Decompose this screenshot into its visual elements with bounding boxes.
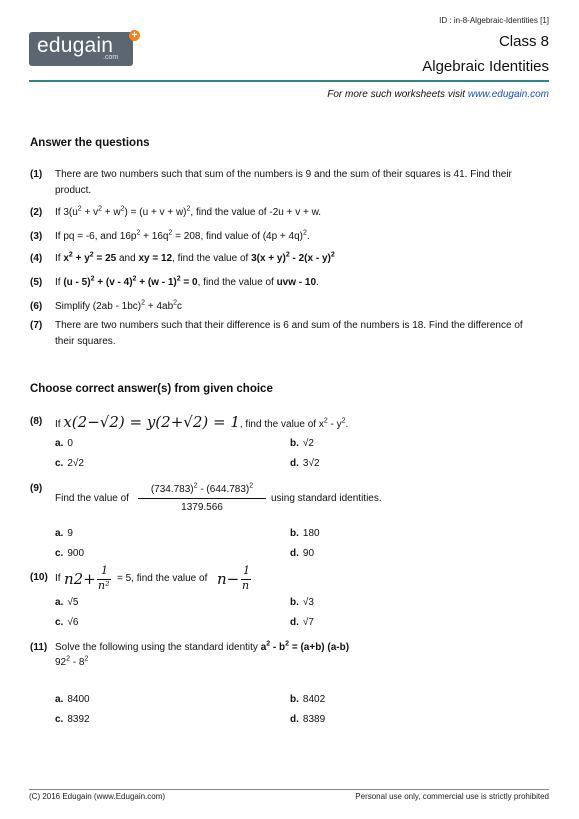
plus-icon: + <box>129 30 140 41</box>
question-number: (11) <box>30 642 48 653</box>
option-value: 8389 <box>302 714 326 725</box>
option-d[interactable] <box>290 714 325 725</box>
question-text: Find the value of <box>55 493 129 504</box>
option-label: a. <box>55 528 64 539</box>
question-1 <box>30 167 530 199</box>
fraction-denominator: n <box>242 579 250 592</box>
question-number: (3) <box>30 231 43 242</box>
option-value: √6 <box>67 617 79 628</box>
option-label: d. <box>290 714 299 725</box>
fraction-numerator: $(734.783)^2 - (644.783)^2$ <box>150 482 254 495</box>
option-d[interactable] <box>290 617 314 628</box>
question-7 <box>30 318 530 350</box>
option-label: c. <box>55 714 64 725</box>
option-a[interactable] <box>55 438 73 449</box>
section-heading-answer: Answer the questions <box>30 137 150 149</box>
usage-note: Personal use only, commercial use is strictly prohibited <box>355 792 549 801</box>
question-text-mid: = 5, find the value of <box>117 573 208 584</box>
more-worksheets-note <box>327 89 549 100</box>
expression-n2-plus-1-over-n2 <box>64 564 117 593</box>
option-value: 8392 <box>67 714 90 725</box>
fraction-denominator: 1379.566 <box>181 502 223 513</box>
option-c[interactable] <box>55 714 90 725</box>
fraction-denominator: n² <box>98 579 110 592</box>
edugain-logo[interactable] <box>29 32 133 66</box>
question-text: If <box>55 573 61 584</box>
option-value: √7 <box>302 617 314 628</box>
equation-formula: x(2−√2) = y(2+√2) = 1 <box>63 413 240 431</box>
option-label: b. <box>290 597 299 608</box>
class-title: Class 8 <box>498 33 549 50</box>
question-number: (10) <box>30 572 48 583</box>
option-label: b. <box>290 438 299 449</box>
question-text: Solve the following using the standard identity $a^2 - b^2 = (a+b)$ (a-b) <box>55 640 350 653</box>
option-value: √5 <box>67 597 79 608</box>
question-text: There are two numbers such that sum of the numbers is 9 and the sum of their squares is 41. Find their product. <box>55 169 512 196</box>
option-value: 9 <box>67 528 73 539</box>
question-number: (1) <box>30 169 43 180</box>
option-label: d. <box>290 548 299 559</box>
expression-n-minus-1-over-n <box>217 564 255 593</box>
question-text: If $3(u^2 + v^2 + w^2) = (u + v + w)^2$, find the value of -2u + v + w. <box>55 205 322 218</box>
option-value: 180 <box>302 528 320 539</box>
option-value: 900 <box>67 548 85 559</box>
option-value: 8400 <box>67 694 90 705</box>
question-tail: , find the value of $x^2 - y^2$. <box>239 417 349 430</box>
expression-n: n− <box>217 570 240 588</box>
option-label: b. <box>290 528 299 539</box>
worksheet-id: ID : in-8-Algebraic-Identities [1] <box>439 16 549 25</box>
option-c[interactable] <box>55 548 84 559</box>
option-label: a. <box>55 694 64 705</box>
question-text: There are two numbers such that their difference is 6 and sum of the numbers is 18. Find the difference of their squares. <box>55 320 523 347</box>
fraction-bar <box>138 498 266 499</box>
footer-divider <box>29 789 549 790</box>
option-value: 2√2 <box>67 458 84 469</box>
option-label: d. <box>290 617 299 628</box>
question-text: If pq = -6, and $16p^2 + 16q^2 = 208$, find value of $(4p + 4q)^2$. <box>55 229 310 242</box>
option-b[interactable] <box>290 528 320 539</box>
question-number: (8) <box>30 416 43 427</box>
section-heading-choices: Choose correct answer(s) from given choice <box>30 383 273 395</box>
question-text: Simplify $(2ab - 1bc)^2 + 4ab^2c$ <box>55 299 183 312</box>
option-d[interactable] <box>290 548 314 559</box>
option-c[interactable] <box>55 458 84 469</box>
option-value: 0 <box>67 438 73 449</box>
option-b[interactable] <box>290 597 314 608</box>
option-label: c. <box>55 617 64 628</box>
expression: $92^2 - 8^2$ <box>55 655 89 668</box>
option-label: c. <box>55 458 64 469</box>
fraction-numerator: 1 <box>243 564 250 577</box>
expression-n-squared: n2+ <box>64 570 96 588</box>
option-label: a. <box>55 438 64 449</box>
question-text-tail: using standard identities. <box>271 493 382 504</box>
question-number: (6) <box>30 301 43 312</box>
option-value: 3√2 <box>302 458 320 469</box>
question-number: (4) <box>30 253 43 264</box>
option-value: 8402 <box>302 694 326 705</box>
question-text: If $x^2 + y^2 = 25$ and xy = 12, find the value of $3(x + y)^2 - 2(x - y)^2$ <box>55 251 335 264</box>
logo-text: edugain <box>37 34 114 57</box>
option-label: a. <box>55 597 64 608</box>
copyright: (C) 2016 Edugain (www.Edugain.com) <box>29 792 166 801</box>
question-text: If (u - 5)$^2$ + (v - 4)$^2$ + (w - 1)$^2$ = 0, find the value of uvw - 10. <box>55 275 319 288</box>
fraction <box>138 484 266 513</box>
logo-domain: .com <box>103 54 119 61</box>
topic-title: Algebraic Identities <box>422 58 549 75</box>
option-value: √3 <box>302 597 314 608</box>
option-d[interactable] <box>290 458 320 469</box>
option-label: d. <box>290 458 299 469</box>
question-number: (5) <box>30 277 43 288</box>
question-number: (9) <box>30 483 43 494</box>
option-label: c. <box>55 548 64 559</box>
question-number: (2) <box>30 207 43 218</box>
option-c[interactable] <box>55 617 78 628</box>
option-label: b. <box>290 694 299 705</box>
option-a[interactable] <box>55 528 73 539</box>
option-a[interactable] <box>55 597 78 608</box>
edugain-link[interactable]: www.edugain.com <box>467 89 549 100</box>
more-text: For more such worksheets visit <box>327 89 468 100</box>
question-text: If x(2−√2) = y(2+√2) = 1, find the value of $x^2 - y^2$. <box>55 413 349 431</box>
option-value: √2 <box>302 438 314 449</box>
option-b[interactable] <box>290 694 325 705</box>
option-value: 90 <box>302 548 315 559</box>
option-a[interactable] <box>55 694 90 705</box>
fraction-numerator: 1 <box>101 564 108 577</box>
question-number: (7) <box>30 320 43 331</box>
option-b[interactable] <box>290 438 314 449</box>
header-divider <box>29 80 549 82</box>
